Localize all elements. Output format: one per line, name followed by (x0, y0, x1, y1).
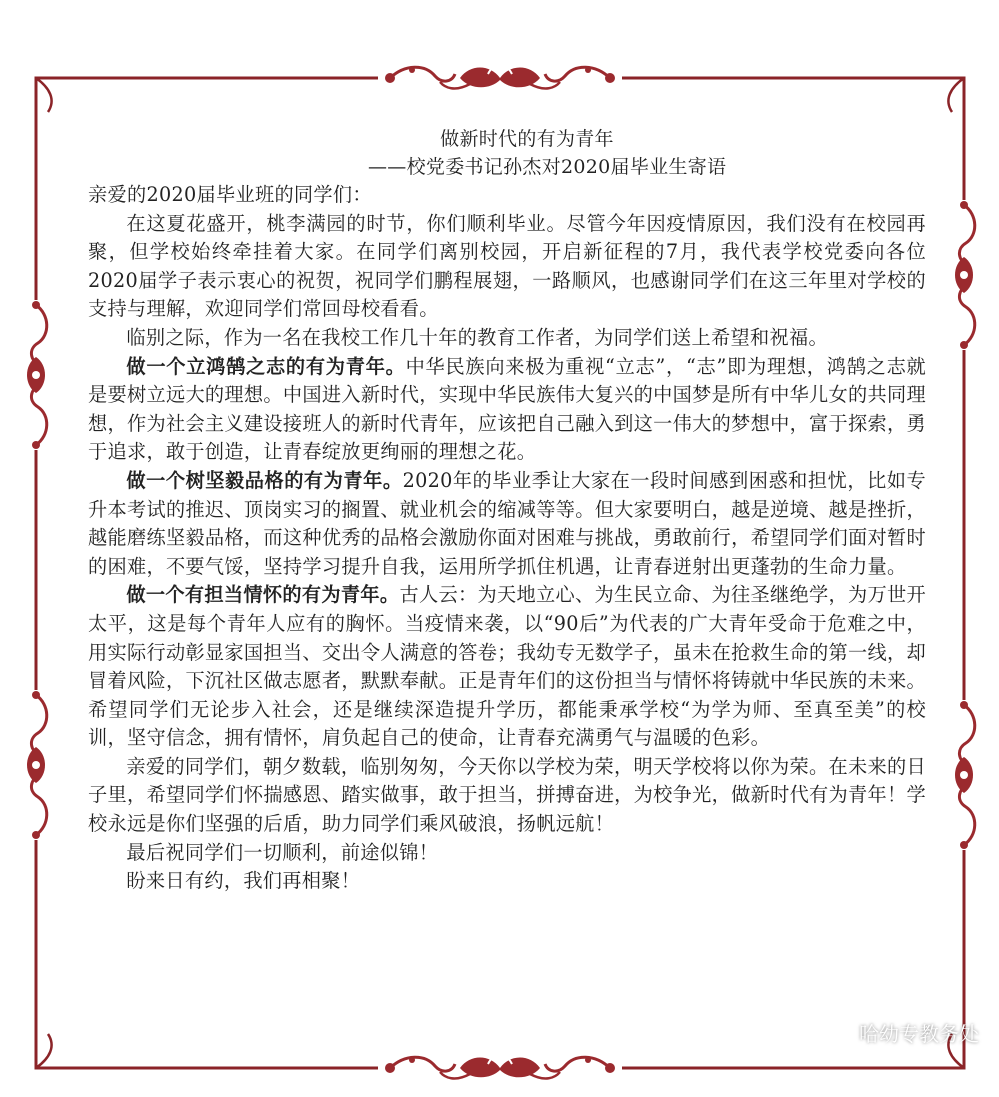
watermark (827, 1018, 979, 1047)
paragraph-text: 中华民族向来极为重视“立志”，“志”即为理想，鸿鹄之志就是要树立远大的理想。中国进入新时代，实现中华民族伟大复兴的中国梦是所有中华儿女的共同理想，作为社会主义建设接班人的新时代青年，应该把自己融入到这一伟大的梦想中，富于探索，勇于追求，敢于创造，让青春绽放更绚丽的理想之花。 (88, 354, 927, 464)
paragraph-text: 临别之际，作为一名在我校工作几十年的教育工作者，为同学们送上希望和祝福。 (126, 325, 828, 349)
paragraph (88, 353, 926, 467)
paragraph-lead: 做一个树坚毅品格的有为青年。 (126, 468, 403, 492)
letter-subtitle: ——校党委书记孙杰对2020届毕业生寄语 (368, 156, 727, 178)
salutation: 亲爱的2020届毕业班的同学们： (88, 183, 372, 206)
paragraph (88, 210, 926, 324)
paragraph (88, 324, 926, 353)
letter-body (88, 126, 926, 896)
closing-line: 最后祝同学们一切顺利，前途似锦！ (126, 840, 439, 864)
paragraph-text: 在这夏花盛开，桃李满园的时节，你们顺利毕业。尽管今年因疫情原因，我们没有在校园再聚，但学校始终牵挂着大家。在同学们离别校园，开启新征程的7月，我代表学校党委向各位2020届学子表示衷心的祝贺，祝同学们鹏程展翅，一路顺风，也感谢同学们在这三年里对学校的支持与理解，欢迎同学们常回母校看看。 (88, 211, 926, 321)
paragraph (88, 753, 926, 839)
letter-title: 做新时代的有为青年 (440, 128, 614, 150)
closing-line: 盼来日有约，我们再相聚！ (126, 869, 361, 893)
paragraph-text: 2020年的毕业季让大家在一段时间感到困惑和担忧，比如专升本考试的推迟、顶岗实习的搁置、就业机会的缩减等等。但大家要明白，越是逆境、越是挫折，越能磨练坚毅品格，而这种优秀的品格会激励你面对困难与挑战，勇敢前行，希望同学们面对暂时的困难，不要气馁，坚持学习提升自我，运用所学抓住机遇，让青春迸射出更蓬勃的生命力量。 (88, 468, 927, 578)
paragraph-text: 古人云：为天地立心、为生民立命、为往圣继绝学，为万世开太平，这是每个青年人应有的胸怀。当疫情来袭，以“90后”为代表的广大青年受命于危难之中，用实际行动彰显家国担当、交出令人满意的答卷；我幼专无数学子，虽未在抢救生命的第一线，却冒着风险，下沉社区做志愿者，默默奉献。正是青年们的这份担当与情怀将铸就中华民族的未来。希望同学们无论步入社会，还是继续深造提升学历，都能秉承学校“为学为师、至真至美”的校训，坚守信念，拥有情怀，肩负起自己的使命，让青春充满勇气与温暖的色彩。 (88, 583, 926, 750)
paragraph-lead: 做一个有担当情怀的有为青年。 (126, 583, 400, 607)
paragraph (88, 467, 926, 581)
paragraph-lead: 做一个立鸿鹄之志的有为青年。 (126, 354, 406, 378)
paragraph-text: 亲爱的同学们，朝夕数载，临别匆匆，今天你以学校为荣，明天学校将以你为荣。在未来的日子里，希望同学们怀揣感恩、踏实做事，敢于担当，拼搏奋进，为校争光，做新时代有为青年！学校永远是你们坚强的后盾，助力同学们乘风破浪，扬帆远航！ (88, 754, 926, 836)
watermark-text: 哈幼专教务处 (859, 1022, 979, 1046)
wechat-icon (827, 1022, 853, 1044)
paragraph (88, 581, 926, 753)
